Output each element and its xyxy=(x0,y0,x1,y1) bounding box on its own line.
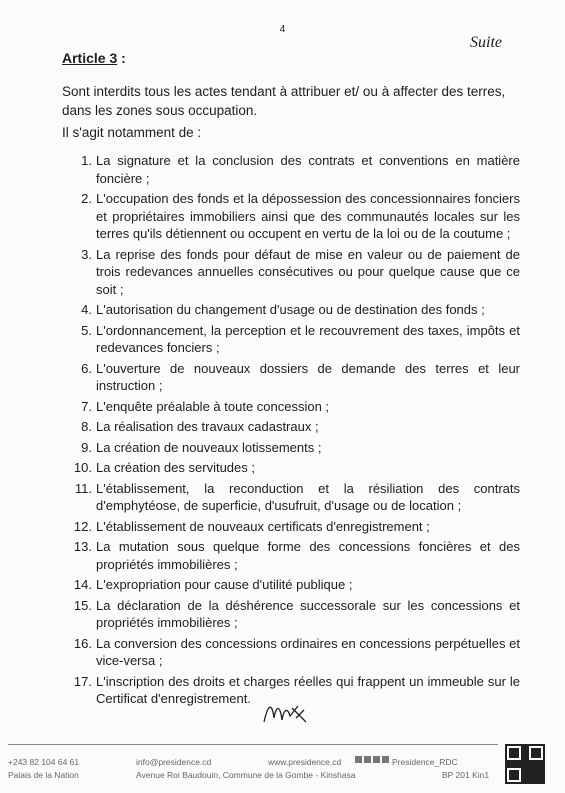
twitter-icon xyxy=(364,756,371,763)
list-item xyxy=(62,518,520,536)
article-title-text: Article 3 xyxy=(62,50,118,66)
footer-social-handle: Presidence_RDC xyxy=(392,757,458,767)
list-item xyxy=(62,398,520,416)
list-item xyxy=(62,597,520,632)
social-icons xyxy=(355,756,389,763)
item-number: 16. xyxy=(73,635,92,651)
item-text: La mutation sous quelque forme des concessions foncières et des propriétés immobilières ; xyxy=(96,539,520,572)
instagram-icon xyxy=(382,756,389,763)
list-item xyxy=(62,439,520,457)
item-text: L'établissement de nouveaux certificats d'enregistrement ; xyxy=(96,518,430,534)
footer-place: Palais de la Nation xyxy=(8,770,79,780)
item-number: 2. xyxy=(81,191,92,206)
list-item xyxy=(62,538,520,573)
item-number: 10. xyxy=(73,460,92,475)
item-text: La déclaration de la déshérence successorale sur les concessions et propriétés immobilières ; xyxy=(96,597,520,630)
page-number: 4 xyxy=(279,24,286,35)
list-item xyxy=(62,635,520,670)
item-text: L'enquête préalable à toute concession ; xyxy=(96,398,330,414)
youtube-icon xyxy=(373,756,380,763)
article-title xyxy=(62,50,126,66)
footer-email: info@presidence.cd xyxy=(136,757,212,767)
item-number: 11. xyxy=(74,480,92,496)
item-text: La création des servitudes ; xyxy=(96,460,255,475)
item-number: 15. xyxy=(73,597,92,613)
prohibited-acts-list xyxy=(62,152,520,711)
list-item xyxy=(62,301,520,319)
list-item xyxy=(62,190,520,243)
item-text: L'ouverture de nouveaux dossiers de demande des terres et leur instruction ; xyxy=(96,360,520,393)
footer-phone: +243 82 104 64 61 xyxy=(8,757,80,767)
footer-divider xyxy=(8,744,498,745)
item-number: 4. xyxy=(81,302,92,317)
item-text: L'ordonnancement, la perception et le recouvrement des taxes, impôts et redevances fonciers ; xyxy=(96,322,520,355)
item-number: 12. xyxy=(73,518,92,534)
item-number: 13. xyxy=(73,539,92,554)
list-item xyxy=(62,152,520,187)
item-number: 9. xyxy=(81,439,92,455)
item-number: 3. xyxy=(81,246,92,262)
item-text: L'établissement, la reconduction et la résiliation des contrats d'emphytéose, de superficie, d'usufruit, d'usage ou de location ; xyxy=(96,480,520,513)
article-title-colon: : xyxy=(117,50,126,66)
item-number: 17. xyxy=(73,673,92,689)
list-item xyxy=(62,480,520,515)
item-text: L'autorisation du changement d'usage ou de destination des fonds ; xyxy=(96,302,485,317)
item-text: L'inscription des droits et charges réelles qui frappent un immeuble sur le Certificat d'enregistrement. xyxy=(96,673,520,706)
item-text: L'expropriation pour cause d'utilité publique ; xyxy=(96,577,353,592)
qr-code-icon xyxy=(505,744,545,784)
footer-website: www.presidence.cd xyxy=(268,757,342,767)
item-text: La reprise des fonds pour défaut de mise en valeur ou de paiement de trois redevances annuelles consécutives ou pour quelque cause que ce soit ; xyxy=(96,246,520,297)
item-number: 1. xyxy=(81,153,92,168)
item-text: La création de nouveaux lotissements ; xyxy=(96,439,322,455)
item-number: 7. xyxy=(81,398,92,414)
facebook-icon xyxy=(355,756,362,763)
item-number: 5. xyxy=(81,322,92,338)
list-item xyxy=(62,418,520,436)
list-item xyxy=(62,576,520,594)
article-intro: Sont interdits tous les actes tendant à attribuer et/ ou à affecter des terres, dans les zones sous occupation. xyxy=(62,84,506,118)
list-item xyxy=(62,459,520,477)
item-number: 8. xyxy=(81,419,92,434)
item-number: 14. xyxy=(73,577,92,592)
footer-address: Avenue Roi Baudouin, Commune de la Gombe - Kinshasa xyxy=(136,770,356,780)
item-number: 6. xyxy=(81,360,92,376)
continuation-mark: Suite xyxy=(470,34,502,51)
signature-image xyxy=(262,698,308,728)
list-item xyxy=(62,360,520,395)
item-text: La signature et la conclusion des contrats et conventions en matière foncière ; xyxy=(96,153,520,186)
item-text: L'occupation des fonds et la dépossession des concessionnaires fonciers et propriétaires immobiliers ainsi que des communautés locales sur les terres qu'ils détiennent ou occupent en vertu de la loi ou de la coutume ; xyxy=(96,191,520,241)
footer-po-box: BP 201 Kin1 xyxy=(442,770,490,780)
list-lead: Il s'agit notamment de : xyxy=(62,125,202,140)
list-item xyxy=(62,246,520,299)
item-text: La réalisation des travaux cadastraux ; xyxy=(96,419,319,434)
item-text: La conversion des concessions ordinaires en concessions perpétuelles et vice-versa ; xyxy=(96,635,520,668)
list-item xyxy=(62,322,520,357)
